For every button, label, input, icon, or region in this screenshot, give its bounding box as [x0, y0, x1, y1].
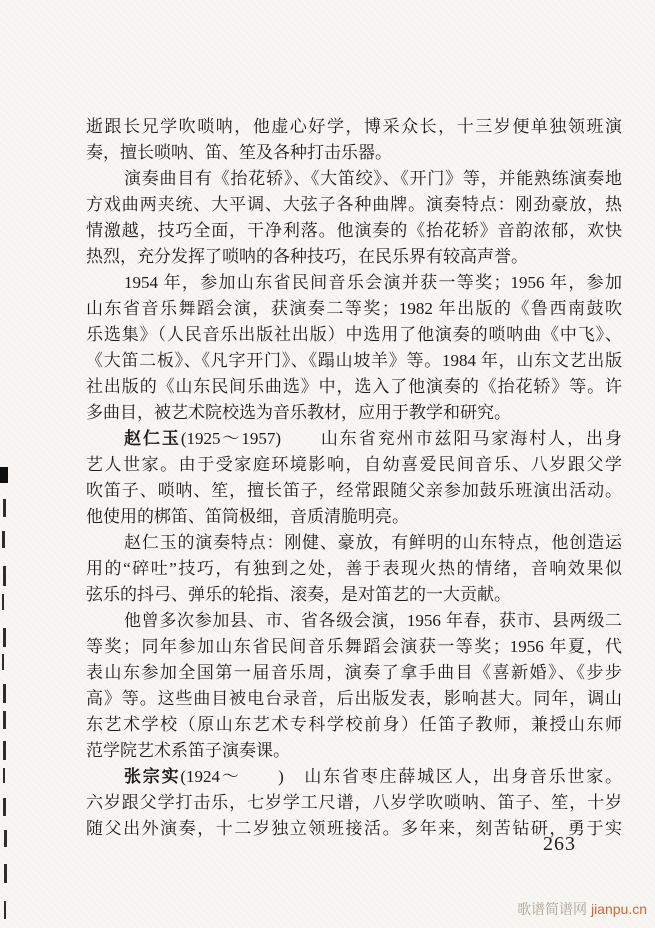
text-line: 赵仁玉的演奏特点：刚健、豪放，有鲜明的山东特点，他创造运 — [124, 533, 622, 552]
scan-binding-mark — [3, 711, 6, 729]
page-text-block — [86, 114, 622, 842]
text-line: 逝跟长兄学吹唢呐，他虚心好学，博采众长，十三岁便单独领班演 — [86, 117, 622, 136]
text-line: 六岁跟父学打击乐，七岁学工尺谱，八岁学吹唢呐、笛子、笙，十岁 — [86, 793, 622, 812]
text-line: 社出版的《山东民间乐曲选》中，选入了他演奏的《抬花轿》等。许 — [86, 377, 622, 396]
text-line: 他曾多次参加县、市、省各级会演，1956 年春，获市、县两级二 — [124, 611, 622, 630]
scan-binding-mark — [3, 684, 6, 703]
text-line: 等奖；同年参加山东省民间音乐舞蹈会演获一等奖；1956 年夏，代 — [86, 637, 622, 656]
bio-entry-line — [86, 764, 622, 790]
text-line: 演奏曲目有《抬花轿》、《大笛绞》、《开门》等，并能熟练演奏地 — [124, 169, 622, 188]
scan-binding-mark — [4, 864, 7, 883]
scan-binding-mark — [3, 499, 6, 517]
text-line: 表山东参加全国第一届音乐周，演奏了拿手曲目《喜新婚》、《步步 — [86, 663, 622, 682]
scan-binding-mark — [4, 901, 6, 919]
bio-entry-line — [86, 426, 622, 452]
page-number: 263 — [543, 833, 576, 855]
bio-entry-text: (1925～1957) 山东省兖州市兹阳马家海村人，出身 — [180, 429, 622, 448]
scan-binding-mark — [0, 467, 8, 483]
text-line: 吹笛子、唢呐、笙，擅长笛子，经常跟随父亲参加鼓乐班演出活动。 — [86, 481, 622, 500]
text-line: 高》等。这些曲目被电台录音，后出版发表，影响甚大。同年，调山 — [86, 689, 622, 708]
text-line: 用的“碎吐”技巧，有独到之处，善于表现火热的情绪，音响效果似 — [86, 559, 622, 578]
scan-binding-mark — [3, 768, 5, 783]
text-line: 奏，擅长唢呐、笛、笙及各种打击乐器。 — [86, 143, 392, 162]
text-line: 东艺术学校（原山东艺术专科学校前身）任笛子教师，兼授山东师 — [86, 715, 622, 734]
text-line: 山东省音乐舞蹈会演，获演奏二等奖；1982 年出版的《鲁西南鼓吹 — [86, 299, 622, 318]
watermark — [517, 899, 647, 919]
text-line: 《大笛二板》、《凡字开门》、《蹋山坡羊》等。1984 年，山东文艺出版 — [86, 351, 622, 370]
text-line: 乐选集》（人民音乐出版社出版）中选用了他演奏的唢呐曲《中飞》、 — [86, 325, 622, 344]
watermark-site-name: 歌谱简谱网 — [517, 901, 588, 917]
text-line: 热烈，充分发挥了唢呐的各种技巧，在民乐界有较高声誉。 — [86, 247, 528, 266]
bio-entry-name-zhang-zongshi: 张宗实 — [124, 767, 181, 786]
text-line: 范学院艺术系笛子演奏课。 — [86, 741, 290, 760]
text-line: 他使用的梆笛、笛筒极细，音质清脆明亮。 — [86, 507, 409, 526]
text-line: 多曲目，被艺术院校选为音乐教材，应用于教学和研究。 — [86, 403, 511, 422]
scan-binding-mark — [3, 798, 6, 816]
scan-binding-mark — [2, 654, 4, 670]
bio-entry-name-zhao-renyu: 赵仁玉 — [124, 429, 181, 448]
scan-binding-mark — [4, 830, 7, 847]
text-line: 1954 年，参加山东省民间音乐会演并获一等奖；1956 年，参加 — [124, 273, 622, 292]
text-line: 弦乐的抖弓、弹乐的轮指、滚奏，是对笛艺的一大贡献。 — [86, 585, 511, 604]
text-line: 艺人世家。由于受家庭环境影响，自幼喜爱民间音乐、八岁跟父学 — [86, 455, 622, 474]
scan-binding-mark — [2, 531, 5, 548]
text-line: 随父出外演奏，十二岁独立领班接活。多年来，刻苦钻研，勇于实 — [86, 819, 622, 838]
text-line: 方戏曲两夹统、大平调、大弦子各种曲牌。演奏特点：刚劲豪放，热 — [86, 195, 622, 214]
scan-binding-mark — [3, 566, 6, 586]
scan-binding-mark — [2, 594, 4, 610]
scan-binding-mark — [3, 741, 6, 760]
text-line: 情激越，技巧全面，干净利落。他演奏的《抬花轿》音韵浓郁，欢快 — [86, 221, 622, 240]
bio-entry-text: (1924～ ) 山东省枣庄薛城区人，出身音乐世家。 — [180, 767, 622, 786]
scan-binding-mark — [3, 628, 6, 647]
watermark-url: jianpu.cn — [590, 901, 647, 917]
